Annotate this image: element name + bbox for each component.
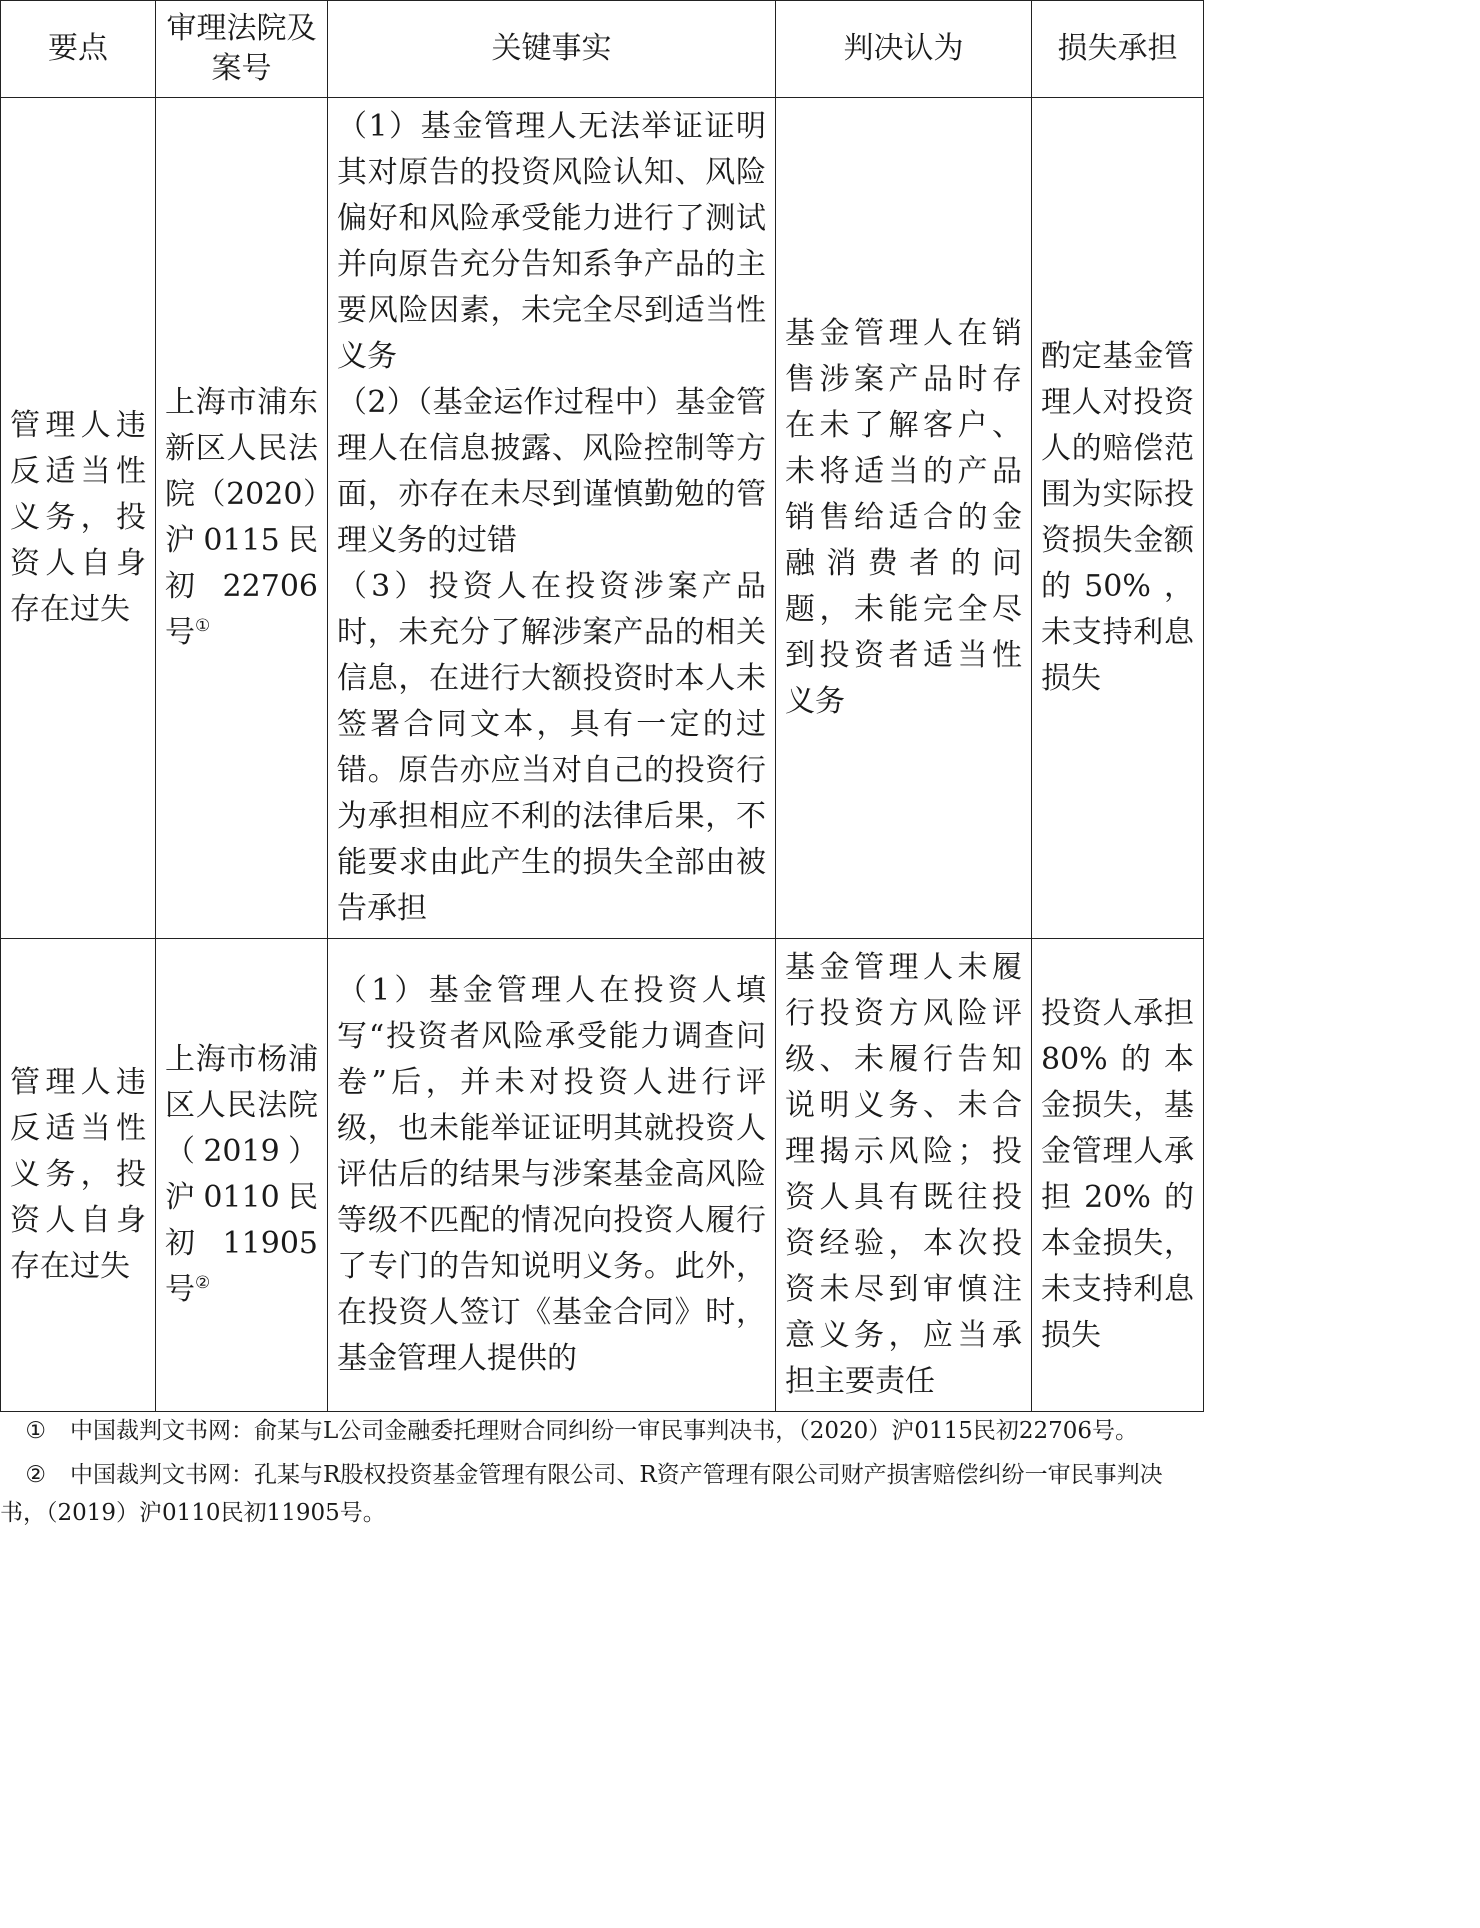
header-ruling: 判决认为	[776, 1, 1032, 98]
footnote-text: 中国裁判文书网：孔某与R股权投资基金管理有限公司、R资产管理有限公司财产损害赔偿纠纷一审民事判决书，（2019）沪0110民初11905号。	[0, 1462, 1163, 1526]
fact-item: （1）基金管理人在投资人填写“投资者风险承受能力调查问卷”后，并未对投资人进行评级，也未能举证证明其就投资人评估后的结果与涉案基金高风险等级不匹配的情况向投资人履行了专门的告知说明义务。此外，在投资人签订《基金合同》时，基金管理人提供的	[337, 973, 766, 1376]
header-loss: 损失承担	[1032, 1, 1204, 98]
table-row	[1, 98, 1204, 939]
cell-point: 管理人违反适当性义务，投资人自身存在过失	[1, 939, 156, 1412]
cell-court	[156, 98, 328, 939]
cell-loss: 酌定基金管理人对投资人的赔偿范围为实际投资损失金额的50%，未支持利息损失	[1032, 98, 1204, 939]
table-header-row	[1, 1, 1204, 98]
header-point: 要点	[1, 1, 156, 98]
cell-facts	[328, 939, 776, 1412]
footnote-ref: ①	[195, 616, 211, 636]
footnote-ref: ②	[195, 1273, 211, 1293]
cell-facts	[328, 98, 776, 939]
cell-ruling: 基金管理人在销售涉案产品时存在未了解客户、未将适当的产品销售给适合的金融消费者的问题，未能完全尽到投资者适当性义务	[776, 98, 1032, 939]
footnote-mark: ①	[25, 1418, 46, 1444]
cell-court	[156, 939, 328, 1412]
fact-item: （1）基金管理人无法举证证明其对原告的投资风险认知、风险偏好和风险承受能力进行了测试并向原告充分告知系争产品的主要风险因素，未完全尽到适当性义务	[337, 109, 766, 374]
cell-loss: 投资人承担80%的本金损失，基金管理人承担20%的本金损失，未支持利息损失	[1032, 939, 1204, 1412]
court-text: 上海市浦东新区人民法院（2020）沪0115民初22706号	[165, 385, 318, 650]
footnotes	[0, 1410, 1203, 1538]
footnote	[0, 1412, 1203, 1450]
fact-item: （2）（基金运作过程中）基金管理人在信息披露、风险控制等方面，亦存在未尽到谨慎勤勉的管理义务的过错	[337, 385, 766, 558]
cell-point: 管理人违反适当性义务，投资人自身存在过失	[1, 98, 156, 939]
footnote-mark: ②	[25, 1462, 46, 1488]
header-facts: 关键事实	[328, 1, 776, 98]
footnote	[0, 1456, 1203, 1532]
cell-ruling: 基金管理人未履行投资方风险评级、未履行告知说明义务、未合理揭示风险；投资人具有既往投资经验，本次投资未尽到审慎注意义务，应当承担主要责任	[776, 939, 1032, 1412]
footnote-text: 中国裁判文书网：俞某与L公司金融委托理财合同纠纷一审民事判决书，（2020）沪0115民初22706号。	[70, 1418, 1139, 1444]
table-row	[1, 939, 1204, 1412]
fact-item: （3）投资人在投资涉案产品时，未充分了解涉案产品的相关信息，在进行大额投资时本人未签署合同文本，具有一定的过错。原告亦应当对自己的投资行为承担相应不利的法律后果，不能要求由此产生的损失全部由被告承担	[337, 569, 766, 926]
court-text: 上海市杨浦区人民法院（2019）沪0110民初11905号	[165, 1042, 318, 1307]
header-court: 审理法院及案号	[156, 1, 328, 98]
